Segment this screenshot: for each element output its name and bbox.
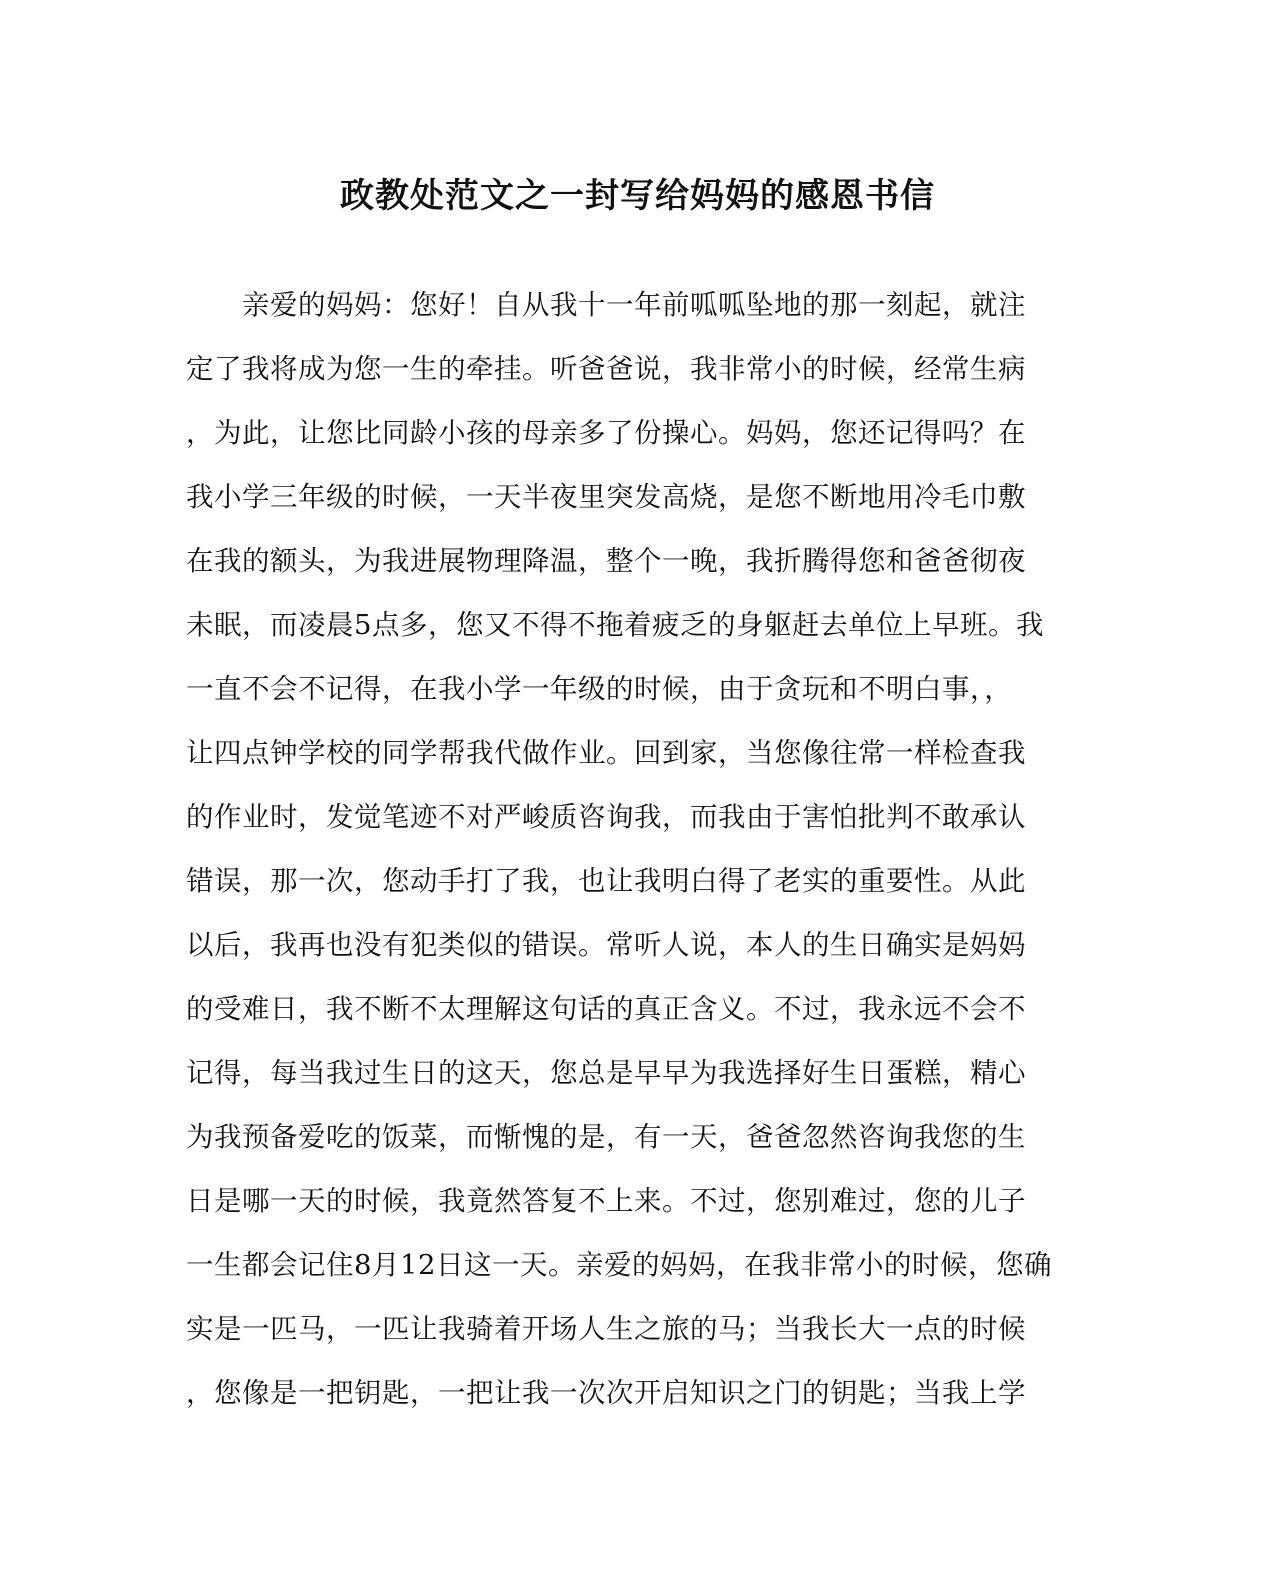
body-line-7: 一直不会不记得，在我小学一年级的时候，由于贪玩和不明白事，， <box>186 673 1013 705</box>
body-line-10: 错误，那一次，您动手打了我，也让我明白得了老实的重要性。从此 <box>186 865 1026 897</box>
body-line-5: 在我的额头，为我进展物理降温，整个一晚，我折腾得您和爸爸彻夜 <box>186 545 1026 577</box>
body-line-3: ，为此，让您比同龄小孩的母亲多了份操心。妈妈，您还记得吗？在 <box>186 417 1026 449</box>
document-title: 政教处范文之一封写给妈妈的感恩书信 <box>340 176 935 216</box>
body-line-15: 日是哪一天的时候，我竟然答复不上来。不过，您别难过，您的儿子 <box>186 1185 1026 1217</box>
body-line-9: 的作业时，发觉笔迹不对严峻质咨询我，而我由于害怕批判不敢承认 <box>186 801 1026 833</box>
body-line-1: 亲爱的妈妈：您好！自从我十一年前呱呱坠地的那一刻起，就注 <box>242 289 1026 321</box>
body-line-8: 让四点钟学校的同学帮我代做作业。回到家，当您像往常一样检查我 <box>186 737 1026 769</box>
body-line-13: 记得，每当我过生日的这天，您总是早早为我选择好生日蛋糕，精心 <box>186 1057 1026 1089</box>
body-line-12: 的受难日，我不断不太理解这句话的真正含义。不过，我永远不会不 <box>186 993 1026 1025</box>
body-line-2: 定了我将成为您一生的牵挂。听爸爸说，我非常小的时候，经常生病 <box>186 353 1026 385</box>
body-line-14: 为我预备爱吃的饭菜，而惭愧的是，有一天，爸爸忽然咨询我您的生 <box>186 1121 1026 1153</box>
body-line-16: 一生都会记住8月12日这一天。亲爱的妈妈，在我非常小的时候，您确 <box>186 1249 1052 1281</box>
body-line-18: ，您像是一把钥匙，一把让我一次次开启知识之门的钥匙；当我上学 <box>186 1377 1026 1409</box>
body-line-4: 我小学三年级的时候，一天半夜里突发高烧，是您不断地用冷毛巾敷 <box>186 481 1026 513</box>
body-line-11: 以后，我再也没有犯类似的错误。常听人说，本人的生日确实是妈妈 <box>186 929 1026 961</box>
body-line-6: 未眠，而凌晨5点多，您又不得不拖着疲乏的身躯赶去单位上早班。我 <box>186 609 1044 641</box>
body-line-17: 实是一匹马，一匹让我骑着开场人生之旅的马；当我长大一点的时候 <box>186 1313 1026 1345</box>
